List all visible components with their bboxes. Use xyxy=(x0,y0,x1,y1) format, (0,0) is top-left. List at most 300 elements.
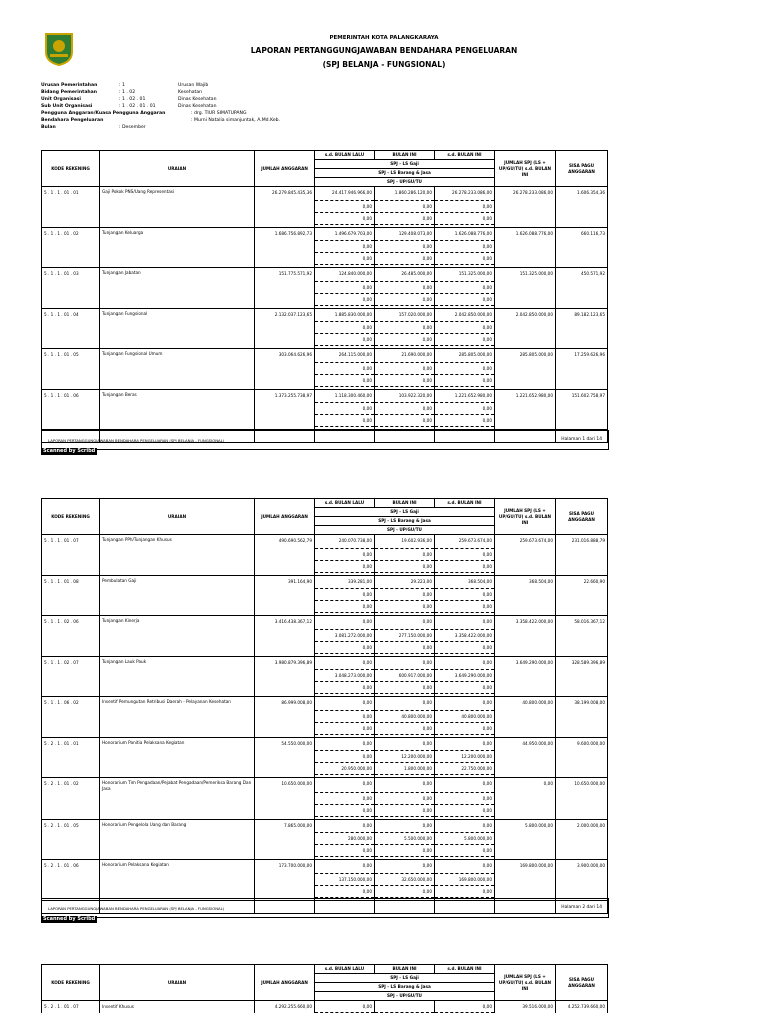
jumlah-spj xyxy=(495,281,556,293)
spj-value: 0,00 xyxy=(315,334,375,346)
sisa-pagu xyxy=(556,641,608,653)
spj-value: 0,00 xyxy=(375,860,435,874)
kode-rekening xyxy=(42,334,100,346)
col-bulan-ini: BULAN INI xyxy=(375,965,435,974)
uraian xyxy=(100,670,255,682)
kode-rekening xyxy=(42,763,100,775)
jumlah-anggaran xyxy=(255,322,315,334)
uraian: Honorarium Pengelola Uang dan Barang xyxy=(100,819,255,833)
jumlah-anggaran xyxy=(255,885,315,897)
table-row xyxy=(42,697,608,711)
sisa-pagu: 2.000.000,00 xyxy=(556,819,608,833)
table-row xyxy=(42,751,608,763)
spj-value: 0,00 xyxy=(315,804,375,816)
sisa-pagu: 58.016.367,12 xyxy=(556,616,608,630)
spj-value: 0,00 xyxy=(315,589,375,601)
footer-label: LAPORAN PERTANGGUNGJAWABAN BENDAHARA PENGELUARAN (SPJ BELANJA - FUNGSIONAL) xyxy=(48,438,225,443)
spj-value: 0,00 xyxy=(315,212,375,224)
meta-key: Urusan Pemerintahan xyxy=(41,83,98,88)
spj-value: 0,00 xyxy=(435,1001,495,1013)
jumlah-spj xyxy=(495,629,556,641)
jumlah-anggaran xyxy=(255,362,315,374)
spj-value: 0,00 xyxy=(375,281,435,293)
spj-value: 0,00 xyxy=(435,560,495,572)
spj-value: 21.690.000,00 xyxy=(375,349,435,363)
meta-value: Kesehatan xyxy=(178,90,203,95)
spj-value: 285.805.000,00 xyxy=(435,349,495,363)
kode-rekening xyxy=(42,241,100,253)
footer-label: LAPORAN PERTANGGUNGJAWABAN BENDAHARA PENGELUARAN (SPJ BELANJA - FUNGSIONAL) xyxy=(48,906,225,911)
spj-value: 259.673.674,00 xyxy=(435,535,495,549)
table-row xyxy=(42,212,608,224)
jumlah-spj xyxy=(495,362,556,374)
table-row xyxy=(42,575,608,589)
kode-rekening xyxy=(42,629,100,641)
col-kode: KODE REKENING xyxy=(42,965,100,1001)
table-row xyxy=(42,415,608,427)
kode-rekening: 5 . 1 . 1 . 01 . 07 xyxy=(42,535,100,549)
spj-value: 40.800.000,00 xyxy=(375,710,435,722)
jumlah-spj xyxy=(495,682,556,694)
meta-row xyxy=(41,124,461,131)
uraian: Tunjangan Keluarga xyxy=(100,227,255,241)
spj-value: 0,00 xyxy=(315,415,375,427)
uraian xyxy=(100,833,255,845)
jumlah-spj xyxy=(495,560,556,572)
jumlah-spj: 1.626.088.776,00 xyxy=(495,227,556,241)
uraian xyxy=(100,281,255,293)
table-row xyxy=(42,308,608,322)
page-number: Halaman 1 dari 14 xyxy=(561,437,602,442)
uraian xyxy=(100,241,255,253)
spj-value: 0,00 xyxy=(315,751,375,763)
sisa-pagu xyxy=(556,792,608,804)
kode-rekening xyxy=(42,845,100,857)
spj-value: 0,00 xyxy=(375,778,435,793)
col-kode: KODE REKENING xyxy=(42,151,100,187)
spj-value: 0,00 xyxy=(375,415,435,427)
meta-row xyxy=(41,89,461,96)
sisa-pagu: 22.660,90 xyxy=(556,575,608,589)
uraian: Insentif Pemungutan Retribusi Daerah - Pelayanan Kesehatan xyxy=(100,697,255,711)
jumlah-anggaran xyxy=(255,873,315,885)
jumlah-spj xyxy=(495,374,556,386)
spj-value: 129.408.073,00 xyxy=(375,227,435,241)
spj-value: 0,00 xyxy=(435,641,495,653)
meta-row xyxy=(41,117,461,124)
spj-value: 0,00 xyxy=(375,293,435,305)
jumlah-anggaran xyxy=(255,601,315,613)
spj-value: 5.500.000,00 xyxy=(375,833,435,845)
jumlah-spj xyxy=(495,751,556,763)
jumlah-spj: 151.325.000,00 xyxy=(495,268,556,282)
jumlah-anggaran: 4.292.255.660,00 xyxy=(255,1001,315,1013)
jumlah-anggaran xyxy=(255,589,315,601)
table-row xyxy=(42,200,608,212)
col-sd-ini: s.d. BULAN INI xyxy=(435,965,495,974)
kode-rekening xyxy=(42,792,100,804)
spj-value: 0,00 xyxy=(375,845,435,857)
kode-rekening: 5 . 1 . 1 . 01 . 02 xyxy=(42,227,100,241)
spj-value: 0,00 xyxy=(435,403,495,415)
spj-value: 0,00 xyxy=(375,253,435,265)
jumlah-anggaran xyxy=(255,792,315,804)
table-row xyxy=(42,670,608,682)
spj-value: 0,00 xyxy=(375,589,435,601)
jumlah-anggaran: 3.980.879.396,89 xyxy=(255,656,315,670)
report-subtitle: (SPJ BELANJA - FUNGSIONAL) xyxy=(322,60,446,69)
spj-value: 0,00 xyxy=(375,241,435,253)
kode-rekening xyxy=(42,670,100,682)
spj-value: 0,00 xyxy=(435,241,495,253)
jumlah-anggaran: 490.690.562,79 xyxy=(255,535,315,549)
spj-value: 2.042.850.000,00 xyxy=(435,308,495,322)
kode-rekening xyxy=(42,212,100,224)
jumlah-spj xyxy=(495,601,556,613)
sisa-pagu xyxy=(556,845,608,857)
table-row xyxy=(42,804,608,816)
sisa-pagu xyxy=(556,670,608,682)
col-sisa: SISA PAGU ANGGARAN xyxy=(556,965,608,1001)
spj-value: 240.070.738,00 xyxy=(315,535,375,549)
jumlah-anggaran xyxy=(255,200,315,212)
spj-value: 0,00 xyxy=(435,737,495,751)
col-sd-lalu: s.d. BULAN LALU xyxy=(315,151,375,160)
hdr-ls-barang: SPJ - LS Barang & Jasa xyxy=(315,983,495,992)
spj-value: 0,00 xyxy=(435,885,495,897)
jumlah-spj xyxy=(495,253,556,265)
uraian: Tunjangan Beras xyxy=(100,389,255,403)
jumlah-spj: 39.516.000,00 xyxy=(495,1001,556,1013)
spj-value: 264.115.000,00 xyxy=(315,349,375,363)
uraian xyxy=(100,589,255,601)
col-jumlah: JUMLAH ANGGARAN xyxy=(255,499,315,535)
kode-rekening: 5 . 1 . 1 . 01 . 05 xyxy=(42,349,100,363)
jumlah-anggaran xyxy=(255,804,315,816)
jumlah-spj xyxy=(495,792,556,804)
meta-code: : 1 . 02 . 01 . 01 xyxy=(119,104,156,109)
jumlah-spj xyxy=(495,845,556,857)
table-row xyxy=(42,601,608,613)
jumlah-anggaran xyxy=(255,560,315,572)
jumlah-anggaran xyxy=(255,293,315,305)
table-row xyxy=(42,281,608,293)
spj-value: 0,00 xyxy=(315,374,375,386)
spj-value: 0,00 xyxy=(435,589,495,601)
jumlah-spj: 0,00 xyxy=(495,778,556,793)
sisa-pagu: 231.016.888,79 xyxy=(556,535,608,549)
meta-row xyxy=(41,110,461,117)
uraian: Gaji Pokok PNS/Uang Representasi xyxy=(100,187,255,201)
spj-value: 1.800.000,00 xyxy=(375,763,435,775)
sisa-pagu xyxy=(556,682,608,694)
jumlah-anggaran xyxy=(255,763,315,775)
col-jumlah: JUMLAH ANGGARAN xyxy=(255,965,315,1001)
spj-value: 339.281,00 xyxy=(315,575,375,589)
meta-code: : 1 . 02 xyxy=(119,90,136,95)
col-sd-ini: s.d. BULAN INI xyxy=(435,151,495,160)
sisa-pagu xyxy=(556,589,608,601)
table-row xyxy=(42,682,608,694)
spj-value: 0,00 xyxy=(315,322,375,334)
spj-value: 22.750.000,00 xyxy=(435,763,495,775)
jumlah-anggaran: 3.416.438.367,12 xyxy=(255,616,315,630)
jumlah-spj xyxy=(495,804,556,816)
kode-rekening: 5 . 1 . 1 . 02 . 06 xyxy=(42,616,100,630)
report-page-1 xyxy=(0,0,768,460)
table-row xyxy=(42,548,608,560)
spj-value: 368.504,00 xyxy=(435,575,495,589)
kode-rekening xyxy=(42,253,100,265)
meta-row xyxy=(41,103,461,110)
kode-rekening xyxy=(42,873,100,885)
jumlah-spj xyxy=(495,415,556,427)
spj-value: 0,00 xyxy=(435,601,495,613)
spj-value: 0,00 xyxy=(375,804,435,816)
uraian xyxy=(100,403,255,415)
spj-value: 20.950.000,00 xyxy=(315,763,375,775)
col-jumlah-spj: JUMLAH SPJ (LS + UP/GU/TU) s.d. BULAN INI xyxy=(495,499,556,535)
uraian xyxy=(100,845,255,857)
kode-rekening xyxy=(42,293,100,305)
table-row xyxy=(42,241,608,253)
uraian xyxy=(100,763,255,775)
spj-value: 3.649.290.000,00 xyxy=(435,670,495,682)
jumlah-anggaran xyxy=(255,415,315,427)
meta-key: Pengguna Anggaran/Kuasa Pengguna Anggaran xyxy=(41,111,166,116)
spj-value: 0,00 xyxy=(315,253,375,265)
kode-rekening xyxy=(42,322,100,334)
jumlah-spj: 259.673.674,00 xyxy=(495,535,556,549)
meta-value: Urusan Wajib xyxy=(178,83,209,88)
uraian xyxy=(100,804,255,816)
spj-value: 0,00 xyxy=(375,322,435,334)
spj-value: 0,00 xyxy=(315,560,375,572)
spj-value: 0,00 xyxy=(435,200,495,212)
spj-value: 0,00 xyxy=(435,860,495,874)
kode-rekening: 5 . 1 . 1 . 01 . 08 xyxy=(42,575,100,589)
sisa-pagu: 151.602.758,97 xyxy=(556,389,608,403)
uraian xyxy=(100,560,255,572)
jumlah-spj: 3.358.422.000,00 xyxy=(495,616,556,630)
jumlah-anggaran: 10.650.000,00 xyxy=(255,778,315,793)
table-row xyxy=(42,873,608,885)
spj-value: 0,00 xyxy=(315,641,375,653)
kode-rekening xyxy=(42,833,100,845)
table-row xyxy=(42,589,608,601)
col-jumlah: JUMLAH ANGGARAN xyxy=(255,151,315,187)
uraian xyxy=(100,722,255,734)
jumlah-anggaran: 173.700.000,00 xyxy=(255,860,315,874)
sisa-pagu xyxy=(556,322,608,334)
jumlah-anggaran xyxy=(255,334,315,346)
sisa-pagu: 450.571,92 xyxy=(556,268,608,282)
meta-key: Sub Unit Organisasi xyxy=(41,104,93,109)
jumlah-spj xyxy=(495,322,556,334)
sisa-pagu: 1.606.354,36 xyxy=(556,187,608,201)
meta-code: : Desember xyxy=(119,125,146,130)
jumlah-anggaran xyxy=(255,670,315,682)
table-row xyxy=(42,293,608,305)
spj-value: 0,00 xyxy=(375,616,435,630)
sisa-pagu xyxy=(556,548,608,560)
col-sd-lalu: s.d. BULAN LALU xyxy=(315,499,375,508)
jumlah-spj xyxy=(495,885,556,897)
uraian: Tunjangan Jabatan xyxy=(100,268,255,282)
spj-value: 0,00 xyxy=(375,334,435,346)
sisa-pagu xyxy=(556,253,608,265)
table-row xyxy=(42,253,608,265)
sisa-pagu xyxy=(556,763,608,775)
jumlah-spj xyxy=(495,403,556,415)
col-uraian: URAIAN xyxy=(100,499,255,535)
spj-value: 151.325.000,00 xyxy=(435,268,495,282)
sisa-pagu: 660.116,73 xyxy=(556,227,608,241)
table-row xyxy=(42,322,608,334)
spj-value: 0,00 xyxy=(375,560,435,572)
kode-rekening xyxy=(42,362,100,374)
spj-value: 0,00 xyxy=(375,548,435,560)
spj-value: 0,00 xyxy=(315,403,375,415)
spj-value: 0,00 xyxy=(435,656,495,670)
spj-value: 1.496.679.703,00 xyxy=(315,227,375,241)
jumlah-spj: 2.042.850.000,00 xyxy=(495,308,556,322)
hdr-ls-gaji: SPJ - LS Gaji xyxy=(315,508,495,517)
uraian xyxy=(100,792,255,804)
kode-rekening xyxy=(42,885,100,897)
spj-value: 0,00 xyxy=(315,682,375,694)
spj-value: 3.081.272.000,00 xyxy=(315,629,375,641)
uraian: Honorarium Panitia Pelaksana Kegiatan xyxy=(100,737,255,751)
spj-value: 26.485.000,00 xyxy=(375,268,435,282)
uraian xyxy=(100,212,255,224)
table-row xyxy=(42,362,608,374)
jumlah-anggaran xyxy=(255,629,315,641)
sisa-pagu xyxy=(556,403,608,415)
spj-value: 0,00 xyxy=(435,293,495,305)
sisa-pagu xyxy=(556,293,608,305)
jumlah-anggaran: 1.686.756.892,73 xyxy=(255,227,315,241)
spj-value: 0,00 xyxy=(315,200,375,212)
scribd-watermark: Scanned by Scribd xyxy=(43,916,96,922)
jumlah-spj xyxy=(495,873,556,885)
spj-value: 0,00 xyxy=(315,778,375,793)
sisa-pagu xyxy=(556,362,608,374)
jumlah-anggaran: 86.999.008,00 xyxy=(255,697,315,711)
spj-value: 0,00 xyxy=(435,792,495,804)
jumlah-anggaran xyxy=(255,710,315,722)
meta-row xyxy=(41,82,461,89)
table-row xyxy=(42,227,608,241)
spj-value: 0,00 xyxy=(315,293,375,305)
spj-value: 0,00 xyxy=(375,212,435,224)
jumlah-spj xyxy=(495,212,556,224)
spj-value: 0,00 xyxy=(435,212,495,224)
kode-rekening xyxy=(42,804,100,816)
uraian xyxy=(100,293,255,305)
kode-rekening: 5 . 1 . 1 . 01 . 06 xyxy=(42,389,100,403)
jumlah-spj xyxy=(495,200,556,212)
table-row xyxy=(42,860,608,874)
uraian xyxy=(100,374,255,386)
spj-value: 0,00 xyxy=(435,548,495,560)
table-row xyxy=(42,403,608,415)
kode-rekening xyxy=(42,751,100,763)
spj-value: 5.800.000,00 xyxy=(435,833,495,845)
uraian: Tunjangan Lauk Pauk xyxy=(100,656,255,670)
spj-value: 280.000,00 xyxy=(315,833,375,845)
spj-value: 103.922.320,00 xyxy=(375,389,435,403)
kode-rekening xyxy=(42,403,100,415)
spj-value: 0,00 xyxy=(315,885,375,897)
spj-value: 0,00 xyxy=(435,682,495,694)
uraian: Honorarium Pelaksana Kegiatan xyxy=(100,860,255,874)
spj-value: 24.417.946.966,00 xyxy=(315,187,375,201)
jumlah-anggaran xyxy=(255,682,315,694)
sisa-pagu xyxy=(556,710,608,722)
uraian: Pembulatan Gaji xyxy=(100,575,255,589)
spj-value: 0,00 xyxy=(315,845,375,857)
jumlah-spj: 1.221.652.980,00 xyxy=(495,389,556,403)
spj-value: 0,00 xyxy=(435,845,495,857)
spj-value: 0,00 xyxy=(435,374,495,386)
table-row xyxy=(42,560,608,572)
spj-value xyxy=(375,1001,435,1013)
jumlah-spj xyxy=(495,722,556,734)
jumlah-spj xyxy=(495,670,556,682)
col-sd-lalu: s.d. BULAN LALU xyxy=(315,965,375,974)
spj-value: 1.221.652.980,00 xyxy=(435,389,495,403)
sisa-pagu: 10.650.000,00 xyxy=(556,778,608,793)
spj-value: 137.150.000,00 xyxy=(315,873,375,885)
col-uraian: URAIAN xyxy=(100,151,255,187)
kode-rekening xyxy=(42,415,100,427)
uraian: Tunjangan Fungsional xyxy=(100,308,255,322)
meta-code: : 1 xyxy=(119,83,125,88)
spj-value: 0,00 xyxy=(375,682,435,694)
col-sisa: SISA PAGU ANGGARAN xyxy=(556,151,608,187)
spj-value: 0,00 xyxy=(315,362,375,374)
spj-table-page-1 xyxy=(41,150,608,443)
uraian xyxy=(100,548,255,560)
kode-rekening: 5 . 2 . 1 . 01 . 06 xyxy=(42,860,100,874)
spj-value: 0,00 xyxy=(375,641,435,653)
sisa-pagu: 9.600.000,00 xyxy=(556,737,608,751)
sisa-pagu: 328.589.396,89 xyxy=(556,656,608,670)
spj-value: 0,00 xyxy=(435,281,495,293)
spj-value: 0,00 xyxy=(435,819,495,833)
hdr-up: SPJ - UP/GU/TU xyxy=(315,992,495,1001)
uraian xyxy=(100,322,255,334)
table-row xyxy=(42,629,608,641)
col-kode: KODE REKENING xyxy=(42,499,100,535)
spj-value: 0,00 xyxy=(315,548,375,560)
spj-value: 0,00 xyxy=(375,362,435,374)
meta-value: : Murni Natalia simanjuntak, A.Md.Keb. xyxy=(191,118,281,123)
sisa-pagu: 17.259.626,96 xyxy=(556,349,608,363)
kode-rekening: 5 . 1 . 1 . 01 . 01 xyxy=(42,187,100,201)
spj-value: 26.278.233.086,00 xyxy=(435,187,495,201)
spj-value: 0,00 xyxy=(435,616,495,630)
spj-value: 12.200.000,00 xyxy=(435,751,495,763)
spj-value: 12.200.000,00 xyxy=(375,751,435,763)
meta-value: Dinas Kesehatan xyxy=(178,97,217,102)
jumlah-anggaran: 54.550.000,00 xyxy=(255,737,315,751)
spj-value: 3.358.422.000,00 xyxy=(435,629,495,641)
jumlah-spj xyxy=(495,293,556,305)
jumlah-spj: 44.950.000,00 xyxy=(495,737,556,751)
sisa-pagu xyxy=(556,560,608,572)
